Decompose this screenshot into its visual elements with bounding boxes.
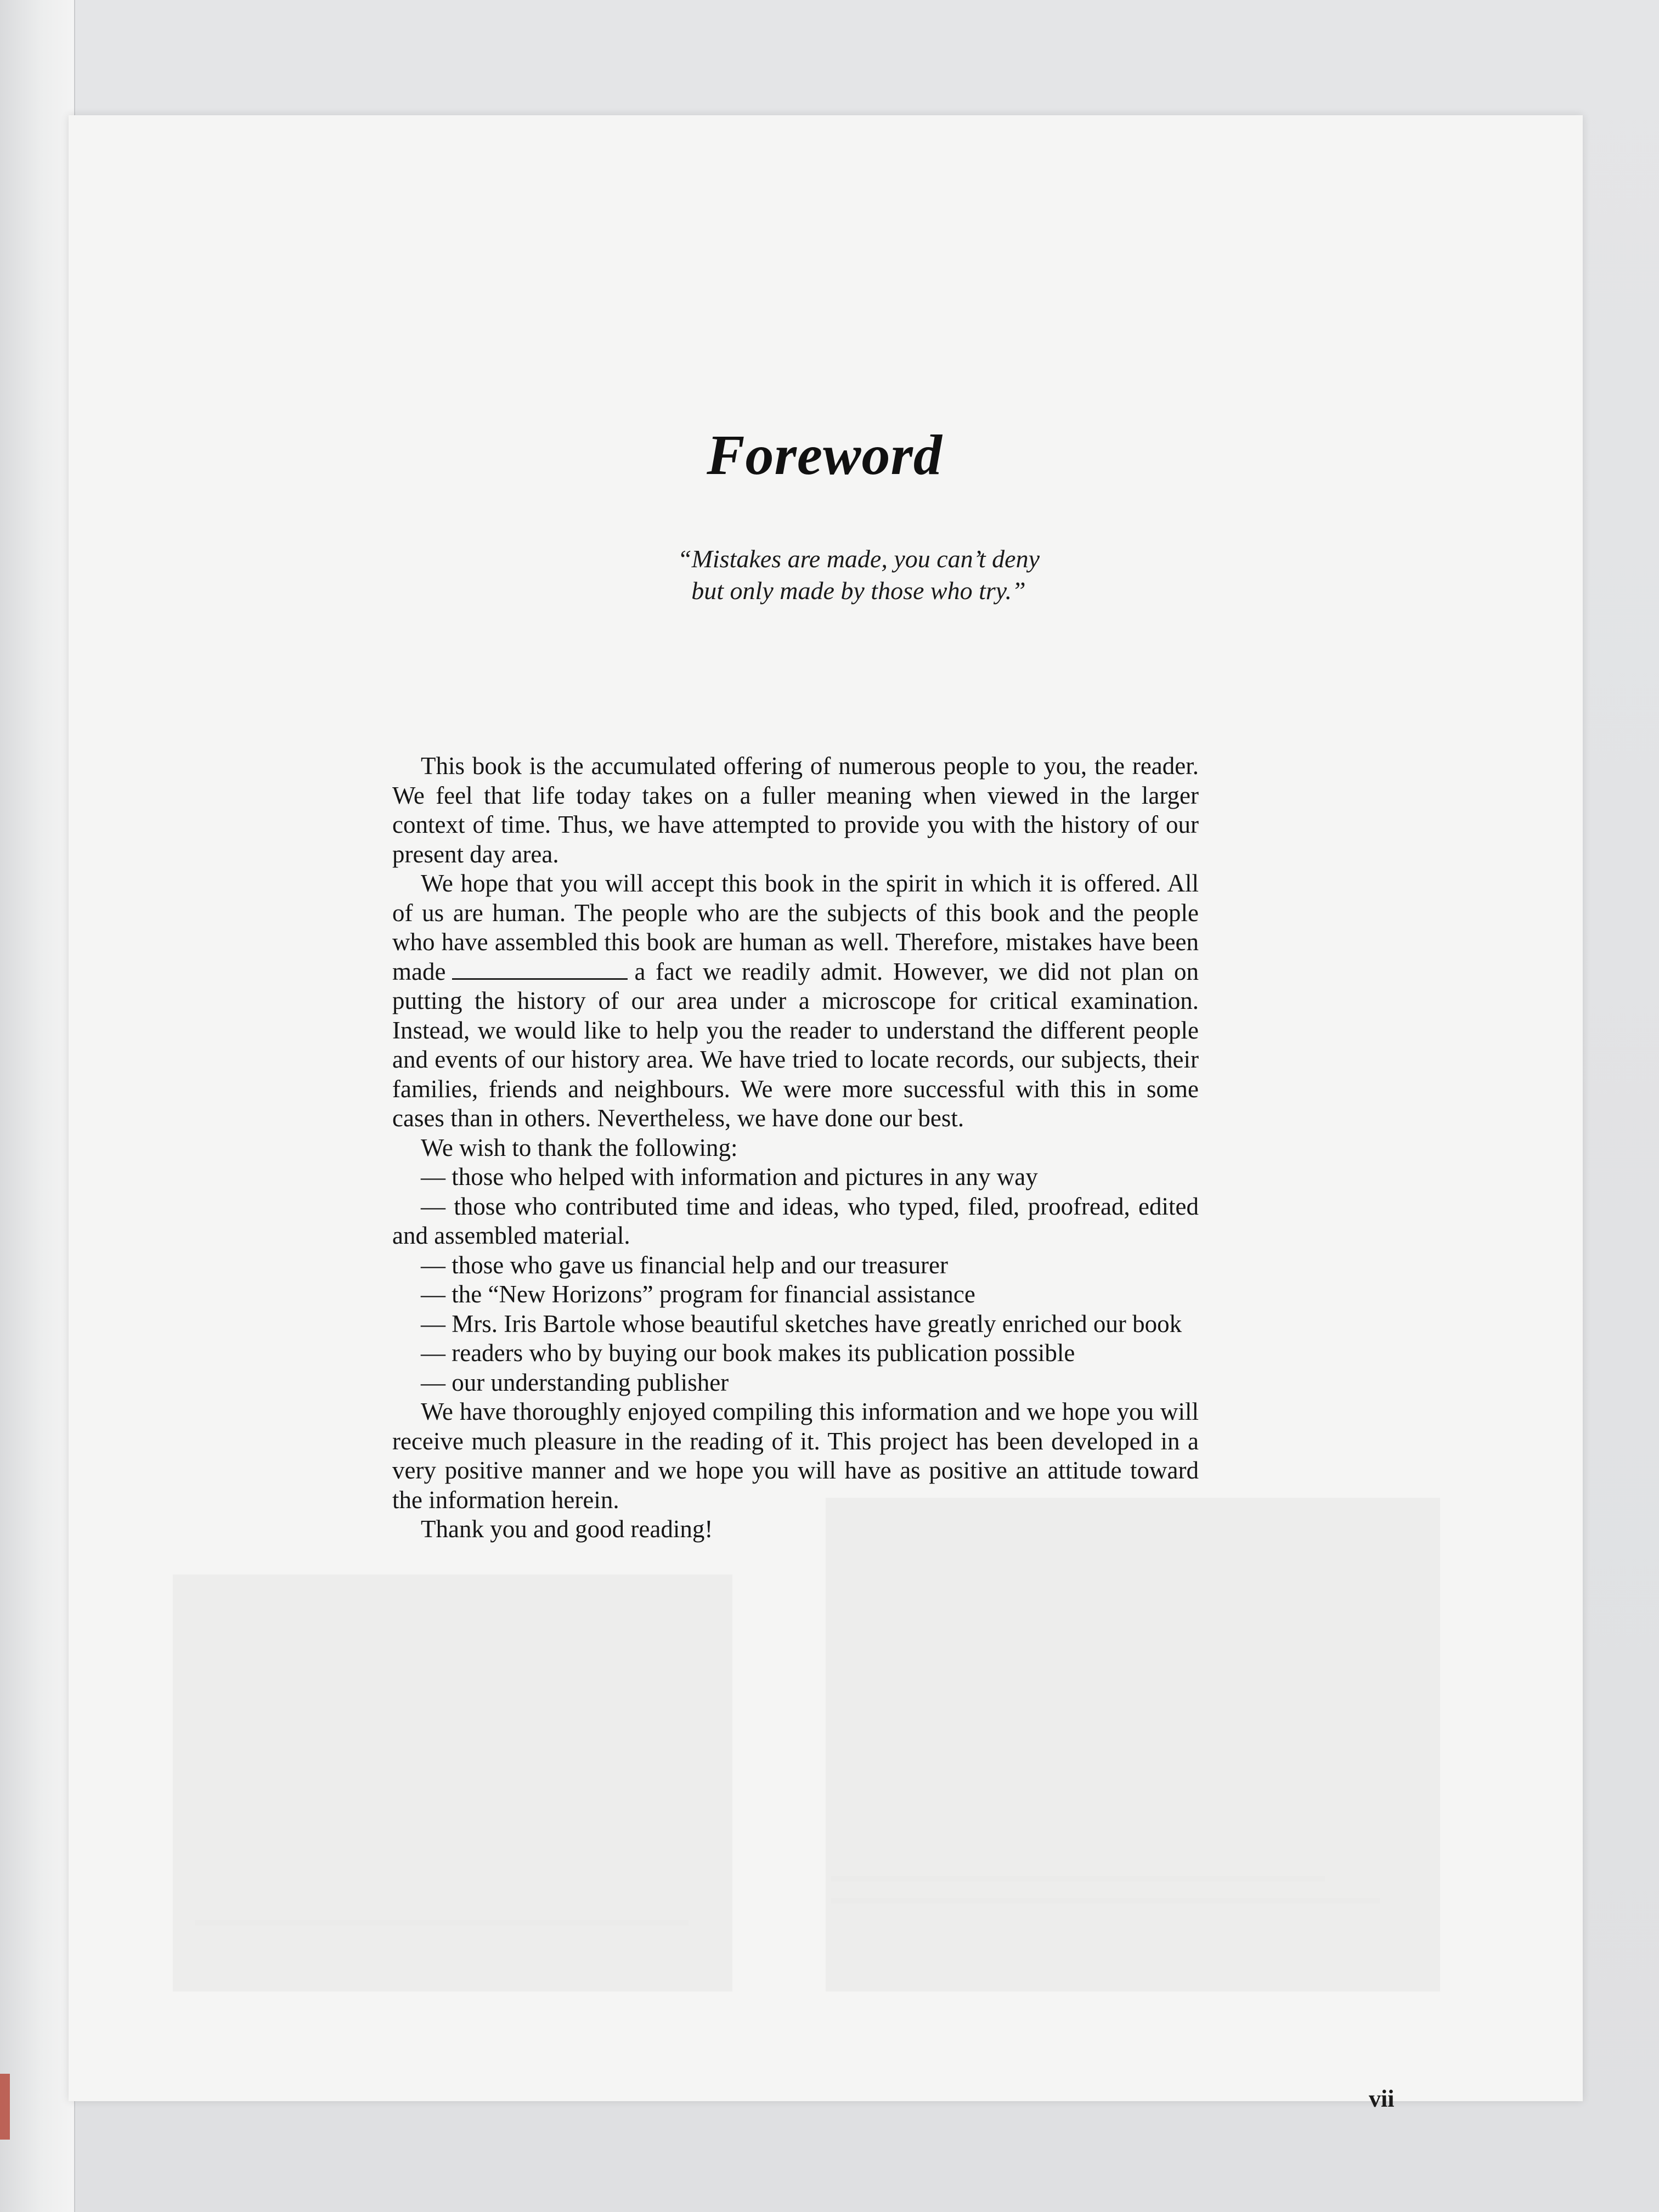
- blank-line: [452, 962, 628, 980]
- paragraph-mistakes-part-1: We hope that you will accept this book in the spirit in which it is offered. All of us are human. The people who are the subjects of this book and the people who have assembled this book are human as well. Therefore, mistakes have been made: [392, 870, 1199, 985]
- epigraph: [398, 543, 1319, 607]
- bleed-through-text: [831, 1876, 1325, 1882]
- thanks-intro: We wish to thank the following:: [421, 1133, 738, 1161]
- page-number: vii: [1369, 2085, 1395, 2112]
- thanks-item: — readers who by buying our book makes its publication possible: [421, 1339, 1075, 1367]
- foreword-body: [392, 752, 1199, 1544]
- paragraph-mistakes: [392, 869, 1199, 1133]
- bleed-through-image-left: [173, 1575, 732, 1991]
- page-title: Foreword: [707, 424, 943, 487]
- epigraph-line-2: but only made by those who try.”: [691, 577, 1026, 605]
- paragraph-intro: This book is the accumulated offering of numerous people to you, the reader. We feel that life today takes on a fuller meaning when viewed in the larger context of time. Thus, we have attempted to provide you with the history of our present day area.: [392, 752, 1199, 868]
- thanks-item: — those who helped with information and pictures in any way: [421, 1163, 1038, 1190]
- bleed-through-text: [831, 1898, 1380, 1904]
- adjacent-page-edge: [0, 0, 75, 2212]
- paragraph-mistakes-part-2: a fact we readily admit. However, we did not plan on putting the history of our area under a microscope for critical examination. Instead, we would like to help you the reader to understand the different people and events of our history area. We have tried to locate records, our subjects, their families, friends and neighbours. We were more successful with this in some cases than in others. Nevertheless, we have done our best.: [392, 957, 1199, 1132]
- thanks-item: — Mrs. Iris Bartole whose beautiful sketches have greatly enriched our book: [421, 1310, 1182, 1338]
- thanks-item: — those who gave us financial help and our treasurer: [421, 1251, 948, 1279]
- thanks-item: — those who contributed time and ideas, who typed, filed, proofread, edited and assembled material.: [392, 1192, 1199, 1249]
- bleed-through-text: [195, 1920, 689, 1926]
- paragraph-final: Thank you and good reading!: [421, 1515, 713, 1543]
- thanks-item: — the “New Horizons” program for financial assistance: [421, 1280, 975, 1308]
- book-page: [69, 115, 1583, 2112]
- book-cover-edge: [0, 2074, 10, 2140]
- bleed-through-image-right: [826, 1498, 1440, 1991]
- epigraph-line-1: “Mistakes are made, you can’t deny: [677, 545, 1040, 573]
- thanks-item: — our understanding publisher: [421, 1368, 729, 1396]
- paragraph-closing: We have thoroughly enjoyed compiling this information and we hope you will receive much pleasure in the reading of it. This project has been developed in a very positive manner and we hope you will have as positive an attitude toward the information herein.: [392, 1398, 1199, 1514]
